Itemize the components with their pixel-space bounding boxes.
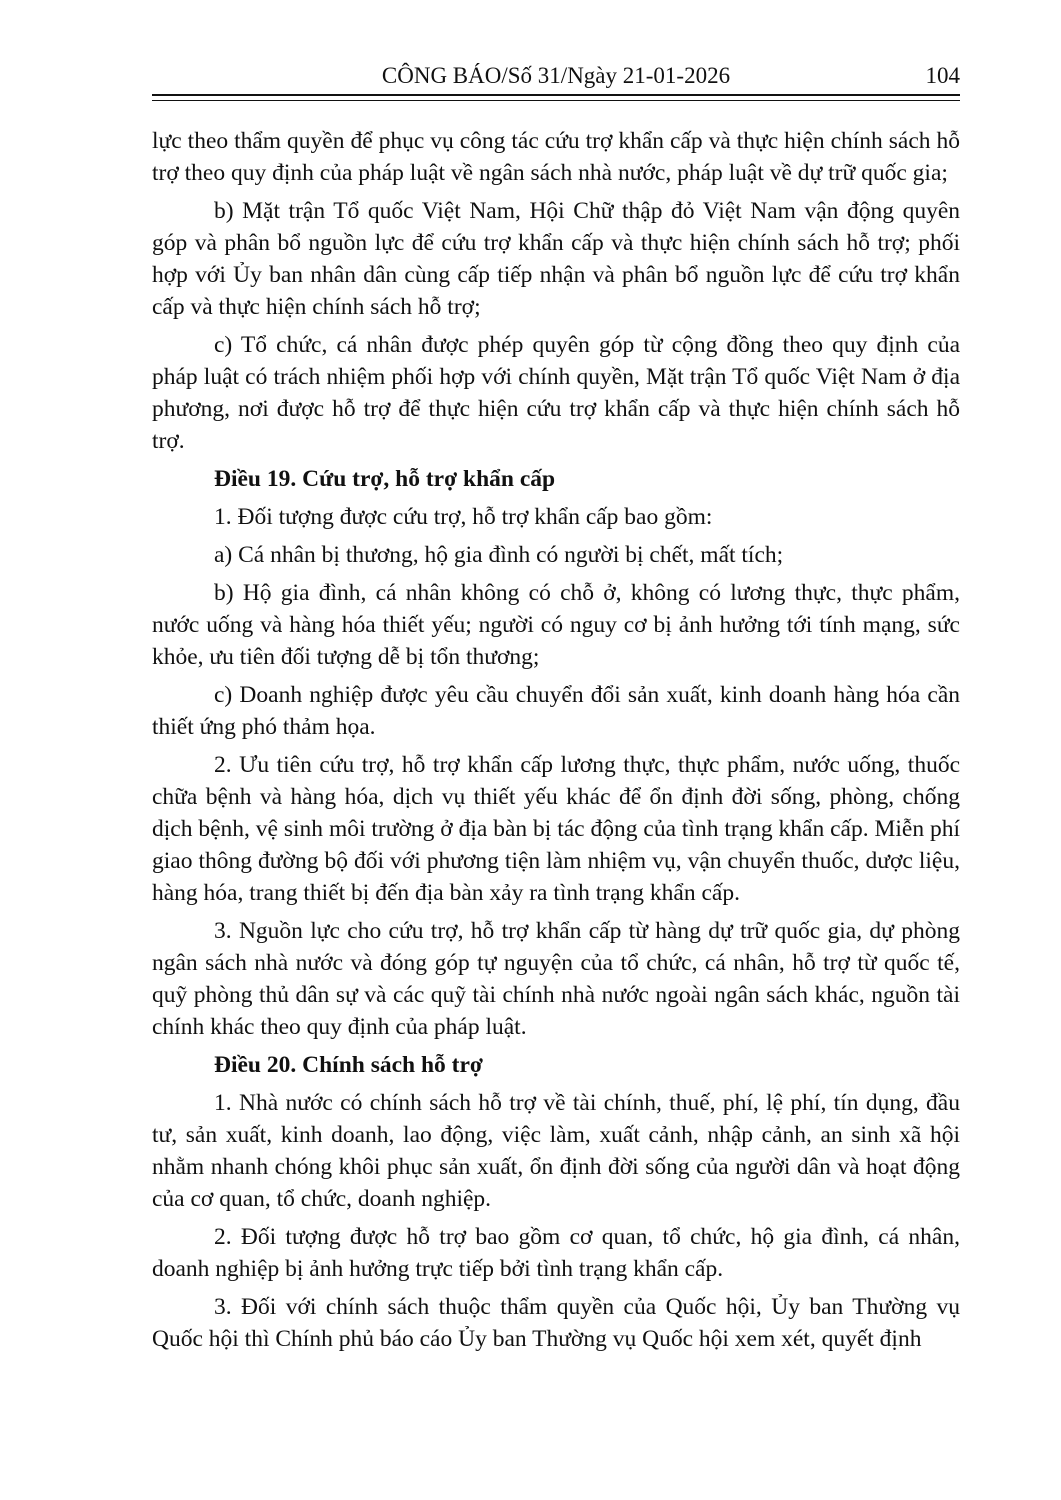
article-heading: Điều 19. Cứu trợ, hỗ trợ khẩn cấp	[214, 466, 556, 492]
gazette-header-title: CÔNG BÁO/Số 31/Ngày 21-01-2026	[381, 63, 731, 88]
paragraph: b) Hộ gia đình, cá nhân không có chỗ ở, không có lương thực, thực phẩm, nước uống và hàng hóa thiết yếu; người có nguy cơ bị ảnh hưởng tới tính mạng, sức khỏe, ưu tiên đối tượng dễ bị tổn thương;	[152, 580, 960, 670]
paragraph: 1. Nhà nước có chính sách hỗ trợ về tài chính, thuế, phí, lệ phí, tín dụng, đầu tư, sản xuất, kinh doanh, lao động, việc làm, xuất cảnh, nhập cảnh, an sinh xã hội nhằm nhanh chóng khôi phục sản xuất, ổn định đời sống của người dân và hoạt động của cơ quan, tổ chức, doanh nghiệp.	[152, 1090, 960, 1212]
document-body	[152, 125, 960, 1361]
paragraph: a) Cá nhân bị thương, hộ gia đình có người bị chết, mất tích;	[214, 542, 784, 568]
paragraph: 2. Ưu tiên cứu trợ, hỗ trợ khẩn cấp lương thực, thực phẩm, nước uống, thuốc chữa bệnh và hàng hóa, dịch vụ thiết yếu khác để ổn định đời sống, phòng, chống dịch bệnh, vệ sinh môi trường ở địa bàn bị tác động của tình trạng khẩn cấp. Miễn phí giao thông đường bộ đối với phương tiện làm nhiệm vụ, vận chuyển thuốc, dược liệu, hàng hóa, trang thiết bị đến địa bàn xảy ra tình trạng khẩn cấp.	[152, 752, 960, 906]
page-header	[152, 62, 960, 98]
page-number: 104	[925, 63, 960, 88]
header-rule-thin	[152, 100, 960, 101]
paragraph: 2. Đối tượng được hỗ trợ bao gồm cơ quan, tổ chức, hộ gia đình, cá nhân, doanh nghiệp bị ảnh hưởng trực tiếp bởi tình trạng khẩn cấp.	[152, 1224, 960, 1282]
paragraph: b) Mặt trận Tổ quốc Việt Nam, Hội Chữ thập đỏ Việt Nam vận động quyên góp và phân bổ nguồn lực để cứu trợ khẩn cấp và thực hiện chính sách hỗ trợ; phối hợp với Ủy ban nhân dân cùng cấp tiếp nhận và phân bổ nguồn lực để cứu trợ khẩn cấp và thực hiện chính sách hỗ trợ;	[152, 198, 960, 320]
paragraph: c) Doanh nghiệp được yêu cầu chuyển đổi sản xuất, kinh doanh hàng hóa cần thiết ứng phó thảm họa.	[152, 682, 960, 740]
header-rule-thick	[152, 94, 960, 96]
article-heading: Điều 20. Chính sách hỗ trợ	[214, 1052, 483, 1078]
paragraph: 3. Đối với chính sách thuộc thẩm quyền của Quốc hội, Ủy ban Thường vụ Quốc hội thì Chính phủ báo cáo Ủy ban Thường vụ Quốc hội xem xét, quyết định	[152, 1294, 960, 1352]
paragraph: c) Tổ chức, cá nhân được phép quyên góp từ cộng đồng theo quy định của pháp luật có trách nhiệm phối hợp với chính quyền, Mặt trận Tổ quốc Việt Nam ở địa phương, nơi được hỗ trợ để thực hiện cứu trợ khẩn cấp và thực hiện chính sách hỗ trợ.	[152, 332, 960, 454]
paragraph: lực theo thẩm quyền để phục vụ công tác cứu trợ khẩn cấp và thực hiện chính sách hỗ trợ theo quy định của pháp luật về ngân sách nhà nước, pháp luật về dự trữ quốc gia;	[152, 128, 960, 186]
paragraph: 1. Đối tượng được cứu trợ, hỗ trợ khẩn cấp bao gồm:	[214, 504, 713, 530]
paragraph: 3. Nguồn lực cho cứu trợ, hỗ trợ khẩn cấp từ hàng dự trữ quốc gia, dự phòng ngân sách nhà nước và đóng góp tự nguyện của tổ chức, cá nhân, hỗ trợ từ quốc tế, quỹ phòng thủ dân sự và các quỹ tài chính nhà nước ngoài ngân sách khác, nguồn tài chính khác theo quy định của pháp luật.	[152, 918, 960, 1040]
